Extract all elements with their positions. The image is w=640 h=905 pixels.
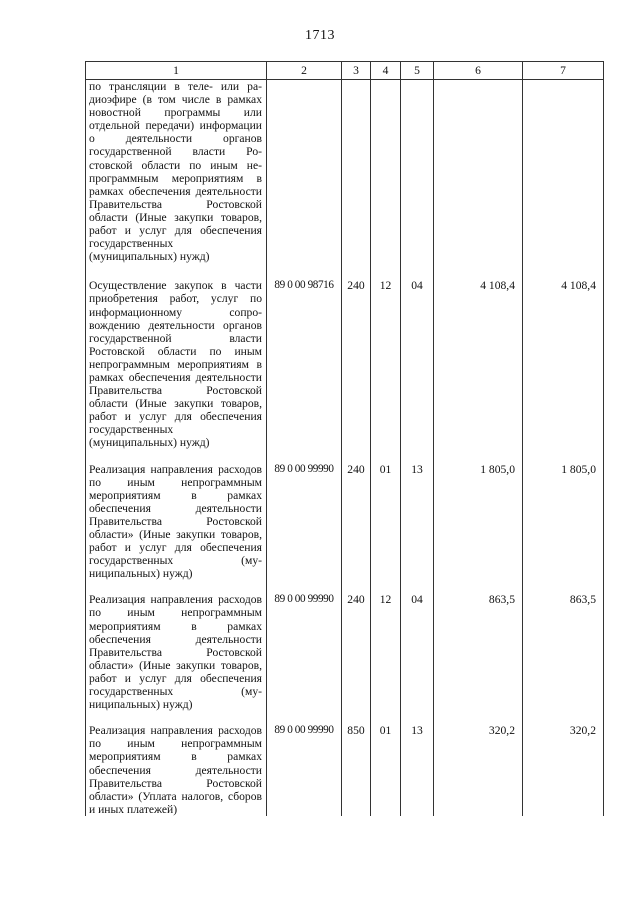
table-row [86,279,604,462]
row-description: Осуществление закупок в части приобретения работ, услуг по информационному сопровождению деятельности органов государственной власти Ростовской области по иным непрограммным мероприятиям в рамках обеспечения деятельности Правительства Ростовской области (Иные закупки товаров, работ и услуг для обеспечения государственных (муниципальных) нужд) [86,279,267,462]
row-target-code: 89 0 00 99990 [267,593,342,724]
column-header-5: 5 [401,62,434,80]
row-target-code [267,80,342,280]
row-description: Реализация направления расходов по иным непрограммным мероприятиям в рамках обеспечения деятельности Правительства Ростовской области» (Иные закупки товаров, работ и услуг для обеспечения государственных (муниципальных) нужд) [86,463,267,594]
row-amount-col7: 4 108,4 [523,279,604,462]
row-section: 01 [371,724,401,816]
page-number: 1713 [305,28,335,43]
row-expense-type: 240 [342,279,371,462]
row-amount-col6: 4 108,4 [434,279,523,462]
table-header-row [86,62,604,80]
row-description: по трансляции в теле- или радиоэфире (в том числе в рамках новостной программы или отдельной передачи) информации о деятельности органов государственной власти Ростовской области по иным непрограммным мероприятиям в рамках обеспечения деятельности Правительства Ростовской области (Иные закупки товаров, работ и услуг для обеспечения государственных (муниципальных) нужд) [86,80,267,280]
row-subsection: 13 [401,724,434,816]
row-subsection: 13 [401,463,434,594]
column-header-6: 6 [434,62,523,80]
column-header-1: 1 [86,62,267,80]
table-row [86,80,604,280]
column-header-7: 7 [523,62,604,80]
row-amount-col6 [434,80,523,280]
row-subsection: 04 [401,593,434,724]
row-subsection [401,80,434,280]
row-amount-col6: 320,2 [434,724,523,816]
row-target-code: 89 0 00 99990 [267,724,342,816]
table-row [86,593,604,724]
row-section: 12 [371,593,401,724]
row-amount-col7: 320,2 [523,724,604,816]
budget-table [85,61,604,816]
row-target-code: 89 0 00 99990 [267,463,342,594]
row-section: 01 [371,463,401,594]
row-description: Реализация направления расходов по иным непрограммным мероприятиям в рамках обеспечения деятельности Правительства Ростовской области» (Иные закупки товаров, работ и услуг для обеспечения государственных (муниципальных) нужд) [86,593,267,724]
row-expense-type [342,80,371,280]
row-expense-type: 850 [342,724,371,816]
row-subsection: 04 [401,279,434,462]
row-amount-col7 [523,80,604,280]
row-amount-col7: 863,5 [523,593,604,724]
table-row [86,724,604,816]
row-section [371,80,401,280]
table-row [86,463,604,594]
row-amount-col7: 1 805,0 [523,463,604,594]
row-expense-type: 240 [342,593,371,724]
row-target-code: 89 0 00 98716 [267,279,342,462]
row-description: Реализация направления расходов по иным непрограммным мероприятиям в рамках обеспечения деятельности Правительства Ростовской области» (Уплата налогов, сборов и иных платежей) [86,724,267,816]
column-header-2: 2 [267,62,342,80]
row-amount-col6: 1 805,0 [434,463,523,594]
row-expense-type: 240 [342,463,371,594]
row-amount-col6: 863,5 [434,593,523,724]
row-section: 12 [371,279,401,462]
column-header-3: 3 [342,62,371,80]
column-header-4: 4 [371,62,401,80]
